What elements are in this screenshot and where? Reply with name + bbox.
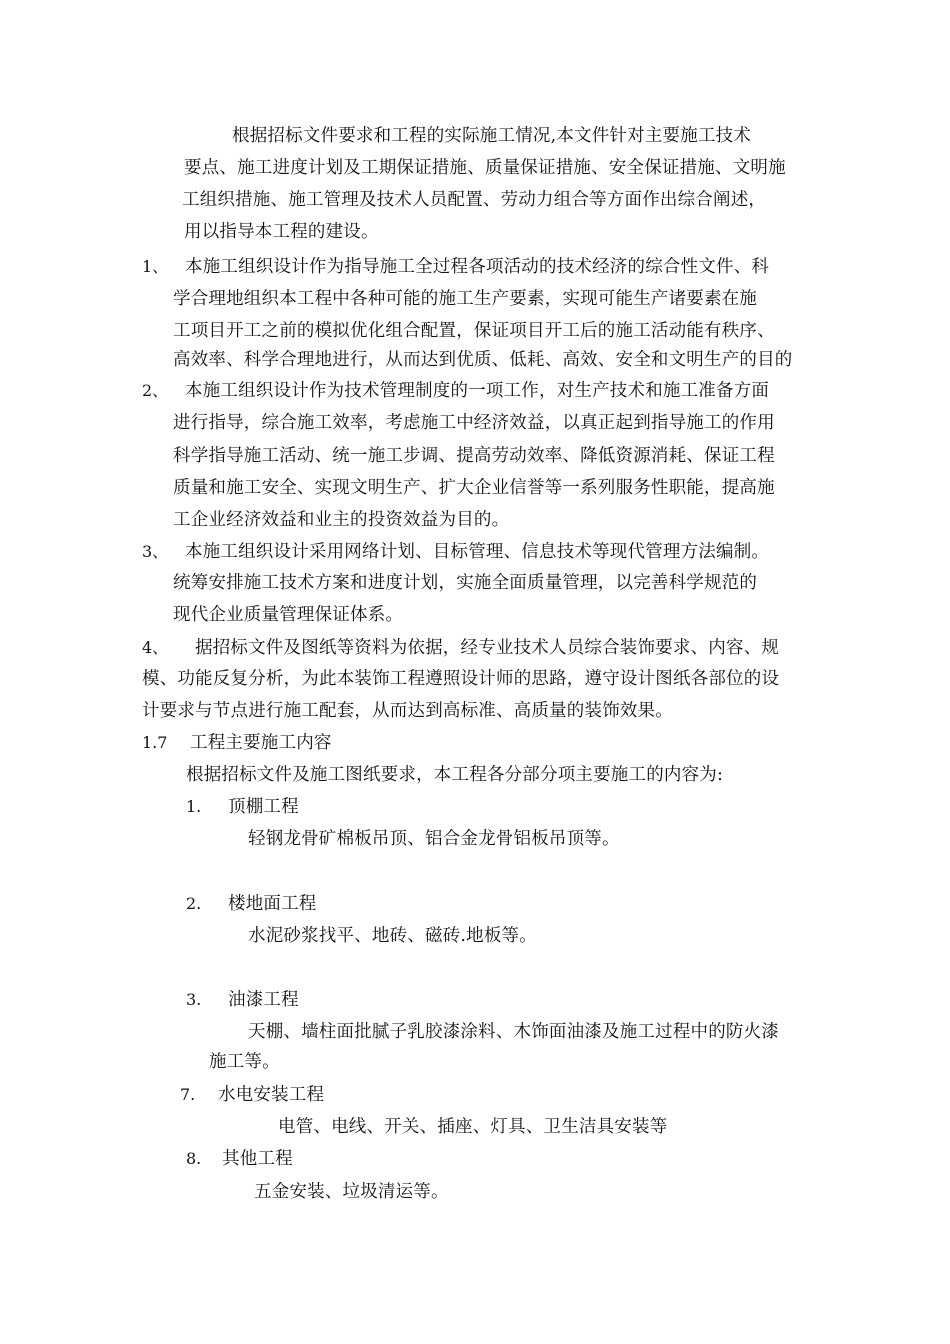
subitem-title: 顶棚工程: [228, 797, 299, 817]
list-item-line: 工项目开工之前的模拟优化组合配置，保证项目开工后的施工活动能有秩序、: [173, 321, 775, 341]
list-item-line: 现代企业质量管理保证体系。: [173, 605, 404, 625]
list-item-line: 本施工组织设计采用网络计划、目标管理、信息技术等现代管理方法编制。: [185, 542, 770, 562]
subitem-desc: 施工等。: [209, 1052, 280, 1072]
list-item-line: 质量和施工安全、实现文明生产、扩大企业信誉等一系列服务性职能，提高施: [173, 478, 775, 498]
subitem-title: 楼地面工程: [228, 894, 317, 914]
subitem-number: 8.: [186, 1149, 202, 1168]
subitem-number: 3.: [186, 990, 202, 1009]
list-item-line: 本施工组织设计作为技术管理制度的一项工作，对生产技术和施工准备方面: [185, 381, 770, 401]
subitem-desc: 轻钢龙骨矿棉板吊顶、铝合金龙骨铝板吊顶等。: [248, 829, 620, 849]
list-item-marker: 3、: [142, 542, 169, 561]
subitem-number: 2.: [186, 894, 202, 913]
list-item-marker: 1、: [142, 257, 169, 276]
list-item-line: 统筹安排施工技术方案和进度计划，实施全面质量管理，以完善科学规范的: [173, 573, 758, 593]
list-item-line: 工企业经济效益和业主的投资效益为目的。: [173, 510, 510, 530]
subitem-title: 其他工程: [222, 1149, 293, 1169]
intro-line: 用以指导本工程的建设。: [184, 222, 379, 242]
intro-line: 要点、施工进度计划及工期保证措施、质量保证措施、安全保证措施、文明施: [184, 158, 786, 178]
list-item-line: 学合理地组织本工程中各种可能的施工生产要素，实现可能生产诸要素在施: [173, 289, 758, 309]
list-item-marker: 2、: [142, 381, 169, 400]
subitem-desc: 电管、电线、开关、插座、灯具、卫生洁具安装等: [278, 1117, 668, 1137]
section-title: 工程主要施工内容: [190, 733, 332, 753]
subitem-number: 1.: [186, 797, 202, 816]
section-number: 1.7: [142, 733, 168, 752]
subitem-title: 水电安装工程: [218, 1085, 325, 1105]
list-item-marker: 4、: [142, 638, 169, 657]
list-item-line: 模、功能反复分析，为此本装饰工程遵照设计师的思路，遵守设计图纸各部位的设: [142, 669, 780, 689]
subitem-desc: 水泥砂浆找平、地砖、磁砖.地板等。: [248, 926, 537, 946]
subitem-title: 油漆工程: [228, 990, 299, 1010]
subitem-desc: 天棚、墙柱面批腻子乳胶漆涂料、木饰面油漆及施工过程中的防火漆: [248, 1022, 779, 1042]
list-item-line: 进行指导，综合施工效率，考虑施工中经济效益，以真正起到指导施工的作用: [173, 413, 775, 433]
list-item-line: 计要求与节点进行施工配套，从而达到高标准、高质量的装饰效果。: [142, 701, 673, 721]
intro-line: 根据招标文件要求和工程的实际施工情况,本文件针对主要施工技术: [232, 126, 752, 146]
list-item-line: 本施工组织设计作为指导施工全过程各项活动的技术经济的综合性文件、科: [185, 257, 770, 277]
list-item-line: 高效率、科学合理地进行，从而达到优质、低耗、高效、安全和文明生产的目的: [173, 350, 793, 370]
subitem-desc: 五金安装、垃圾清运等。: [254, 1182, 449, 1202]
subitem-number: 7.: [180, 1085, 196, 1104]
intro-line: 工组织措施、施工管理及技术人员配置、劳动力组合等方面作出综合阐述，: [182, 190, 767, 210]
list-item-line: 据招标文件及图纸等资料为依据，经专业技术人员综合装饰要求、内容、规: [195, 638, 780, 658]
section-lead: 根据招标文件及施工图纸要求，本工程各分部分项主要施工的内容为:: [186, 765, 724, 785]
list-item-line: 科学指导施工活动、统一施工步调、提高劳动效率、降低资源消耗、保证工程: [173, 446, 775, 466]
